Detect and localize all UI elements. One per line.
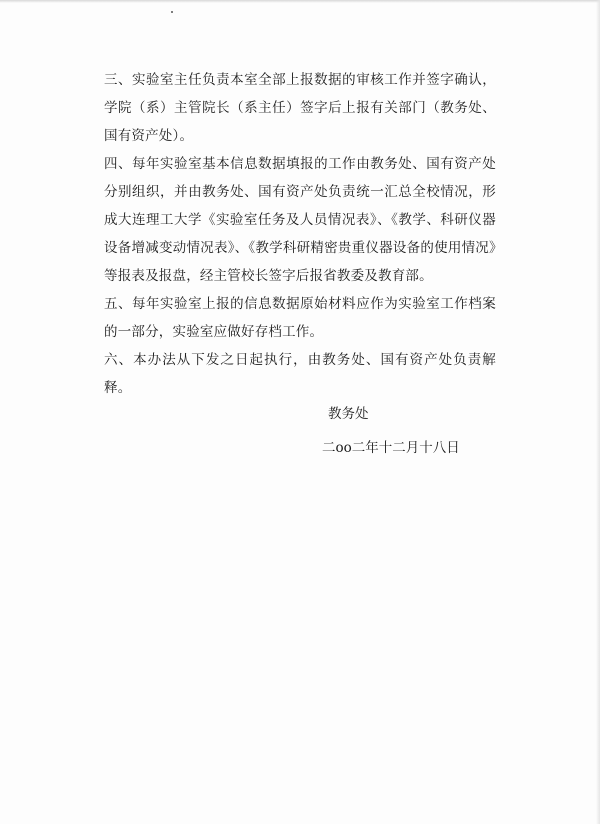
document-body [104,66,496,402]
paragraph-3: 三、实验室主任负责本室全部上报数据的审核工作并签字确认，学院（系）主管院长（系主任）签字后上报有关部门（教务处、国有资产处）。 [104,72,496,144]
scan-edge-shadow [0,0,600,3]
scan-edge-shadow-right [596,0,600,824]
paragraph-4: 四、每年实验室基本信息数据填报的工作由教务处、国有资产处分别组织，并由教务处、国有资产处负责统一汇总全校情况，形成大连理工大学《实验室任务及人员情况表》、《教学、科研仪器设备增减变动情况表》、《教学科研精密贵重仪器设备的使用情况》等报表及报盘，经主管校长签字后报省教委及教育部。 [104,156,496,284]
issuing-organization: 教务处 [328,406,369,422]
paragraph-5: 五、每年实验室上报的信息数据原始材料应作为实验室工作档案的一部分，实验室应做好存档工作。 [104,296,496,340]
issue-date: 二oo二年十二月十八日 [322,440,460,456]
scan-speck [171,11,173,13]
paragraph-6: 六、本办法从下发之日起执行，由教务处、国有资产处负责解释。 [104,352,496,396]
signature-block [322,397,502,465]
